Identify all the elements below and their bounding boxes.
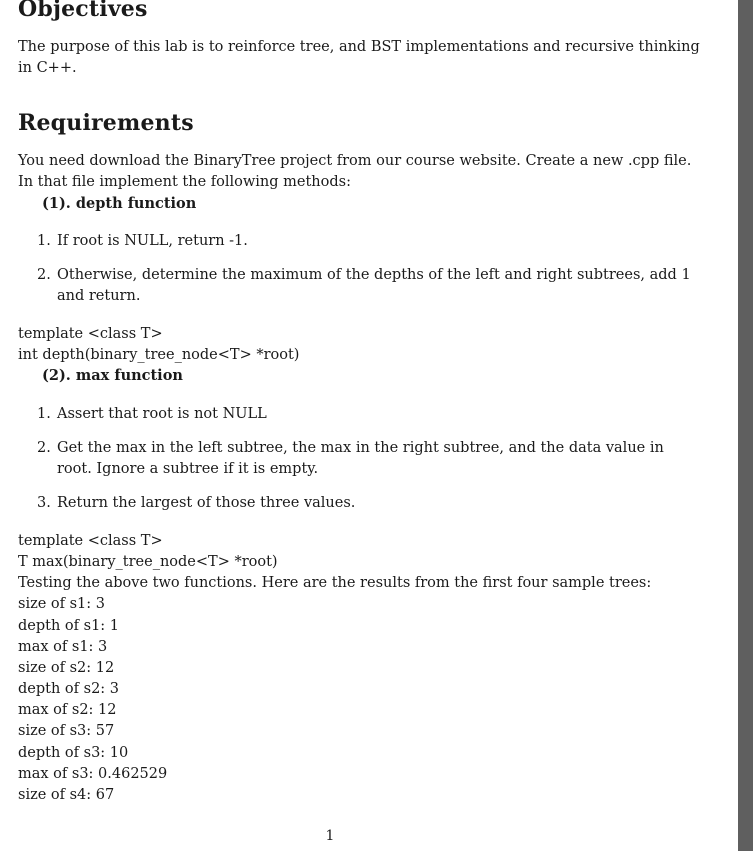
objectives-paragraph-line-1: The purpose of this lab is to reinforce tree, and BST implementations and recursive thinking xyxy=(18,39,700,55)
max-list-item xyxy=(37,404,267,425)
max-list-item xyxy=(37,438,664,477)
list-text: Get the max in the left subtree, the max in the right subtree, and the data value in xyxy=(57,440,664,456)
vertical-scrollbar[interactable] xyxy=(738,0,753,851)
max-list-item xyxy=(37,493,355,514)
objectives-paragraph-line-2: in C++. xyxy=(18,60,77,76)
result-line: size of s1: 3 xyxy=(18,596,105,612)
list-text: Return the largest of those three values. xyxy=(57,495,356,511)
list-number: 3. xyxy=(37,495,51,511)
result-line: depth of s2: 3 xyxy=(18,681,120,697)
list-text-continuation: and return. xyxy=(57,288,141,304)
list-text-continuation: root. Ignore a subtree if it is empty. xyxy=(57,461,319,477)
list-text: Assert that root is not NULL xyxy=(57,406,267,422)
result-line: size of s3: 57 xyxy=(18,723,115,739)
list-number: 1. xyxy=(37,406,51,422)
objectives-heading: Objectives xyxy=(18,0,148,22)
result-line: depth of s3: 10 xyxy=(18,745,129,761)
list-text: Otherwise, determine the maximum of the depths of the left and right subtrees, add 1 xyxy=(57,267,691,283)
result-line: size of s2: 12 xyxy=(18,660,115,676)
requirements-paragraph-line-2: In that file implement the following methods: xyxy=(18,174,351,190)
list-number: 2. xyxy=(37,267,51,283)
result-line: depth of s1: 1 xyxy=(18,618,120,634)
list-number: 2. xyxy=(37,440,51,456)
depth-list-item xyxy=(37,231,248,252)
result-line: size of s4: 67 xyxy=(18,787,115,803)
result-line: max of s1: 3 xyxy=(18,639,108,655)
depth-code-line-2: int depth(binary_tree_node<T> *root) xyxy=(18,347,300,363)
depth-list-item xyxy=(37,265,691,304)
list-number: 1. xyxy=(37,233,51,249)
depth-code-line-1: template <class T> xyxy=(18,326,163,342)
requirements-paragraph-line-1: You need download the BinaryTree project from our course website. Create a new .cpp file. xyxy=(18,153,692,169)
depth-function-heading: (1). depth function xyxy=(42,195,197,212)
page-number: 1 xyxy=(325,828,335,844)
max-code-line-1: template <class T> xyxy=(18,533,163,549)
requirements-heading: Requirements xyxy=(18,110,194,136)
result-line: max of s2: 12 xyxy=(18,702,117,718)
result-line: max of s3: 0.462529 xyxy=(18,766,168,782)
testing-intro: Testing the above two functions. Here are the results from the first four sample trees: xyxy=(18,575,652,591)
max-code-line-2: T max(binary_tree_node<T> *root) xyxy=(18,554,278,570)
max-function-heading: (2). max function xyxy=(42,367,183,384)
list-text: If root is NULL, return -1. xyxy=(57,233,248,249)
